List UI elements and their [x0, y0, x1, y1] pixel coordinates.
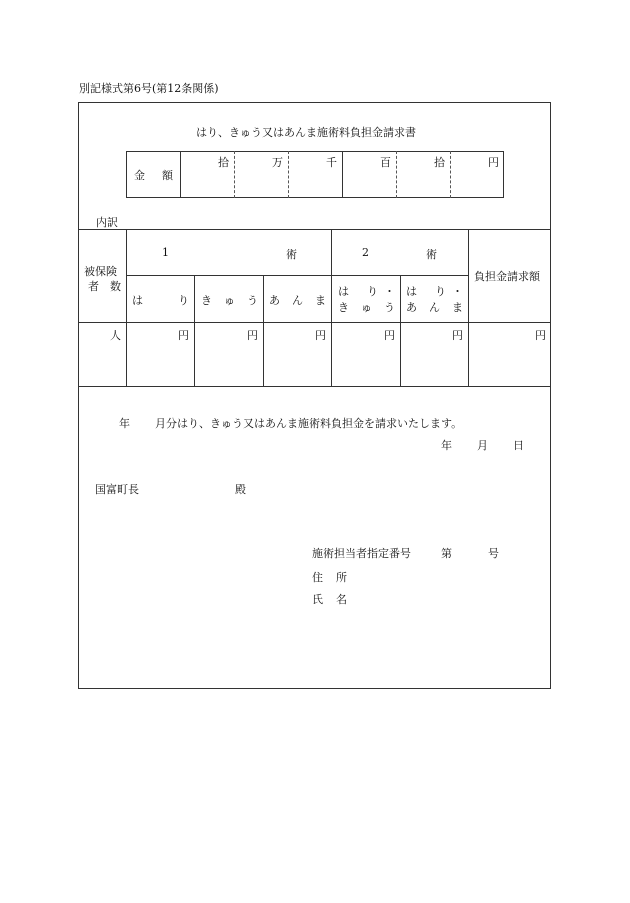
unit-yen-harianma: 円 [452, 329, 463, 342]
sub-harikyu-2c: う [384, 301, 395, 314]
insured-count-label-1: 被保険 [84, 265, 117, 278]
sub-kyu-3: う [247, 294, 258, 307]
sub-anma-1: あ [269, 294, 280, 307]
unit-yen-harikyu: 円 [384, 329, 395, 342]
breakdown-label: 内訳 [96, 216, 118, 229]
sub-hari-2: り [178, 294, 189, 307]
form-number: 別記様式第6号(第12条関係) [79, 82, 219, 95]
amount-label-gaku: 額 [162, 169, 173, 182]
group1-number: 1 [162, 246, 169, 259]
unit-yen-anma: 円 [315, 329, 326, 342]
declaration-year: 年 [119, 417, 130, 430]
amount-unit-sen: 千 [326, 156, 337, 169]
sub-harikyu-1a: は [338, 285, 349, 298]
sub-kyu-2: ゅ [224, 294, 235, 307]
sub-harikyu-1b: り [367, 285, 378, 298]
amount-unit-jyu: 拾 [434, 156, 445, 169]
designation-go: 号 [488, 547, 499, 560]
sub-kyu-1: き [201, 294, 212, 307]
sub-anma-2: ん [292, 294, 303, 307]
sub-harianma-2c: ま [452, 301, 463, 314]
unit-yen-total: 円 [535, 329, 546, 342]
address-label-1: 住 [312, 571, 323, 584]
group1-jutsu: 術 [286, 248, 297, 261]
date-month: 月 [477, 439, 488, 452]
group2-number: 2 [362, 246, 369, 259]
name-label-2: 名 [336, 593, 347, 606]
sub-harikyu-2b: ゅ [361, 301, 372, 314]
declaration-text: 月分はり、きゅう又はあんま施術料負担金を請求いたします。 [155, 417, 463, 430]
group2-jutsu: 術 [426, 248, 437, 261]
form-title: はり、きゅう又はあんま施術料負担金請求書 [196, 126, 416, 139]
sub-harikyu-1c: ・ [384, 285, 395, 298]
sub-harianma-1b: り [435, 285, 446, 298]
designation-number-label: 施術担当者指定番号 [312, 547, 411, 560]
amount-unit-hyaku: 百 [380, 156, 391, 169]
amount-unit-jyu-man: 拾 [218, 156, 229, 169]
insured-count-label-2: 者 数 [88, 280, 121, 293]
address-label-2: 所 [336, 571, 347, 584]
designation-dai: 第 [441, 547, 452, 560]
amount-unit-man: 万 [272, 156, 283, 169]
amount-label-kin: 金 [134, 169, 145, 182]
amount-unit-yen: 円 [488, 156, 499, 169]
request-amount-label: 負担金請求額 [474, 270, 540, 283]
sub-hari-1: は [132, 294, 143, 307]
unit-yen-hari: 円 [178, 329, 189, 342]
unit-yen-kyu: 円 [247, 329, 258, 342]
unit-person: 人 [110, 329, 121, 342]
date-day: 日 [513, 439, 524, 452]
addressee-name: 国富町長 [95, 483, 139, 496]
date-year: 年 [441, 439, 452, 452]
sub-harianma-1a: は [406, 285, 417, 298]
sub-harianma-2b: ん [429, 301, 440, 314]
sub-anma-3: ま [315, 294, 326, 307]
addressee-honorific: 殿 [235, 483, 246, 496]
name-label-1: 氏 [312, 593, 323, 606]
amount-box [126, 151, 504, 198]
sub-harianma-1c: ・ [452, 285, 463, 298]
sub-harikyu-2a: き [338, 301, 349, 314]
sub-harianma-2a: あ [406, 301, 417, 314]
